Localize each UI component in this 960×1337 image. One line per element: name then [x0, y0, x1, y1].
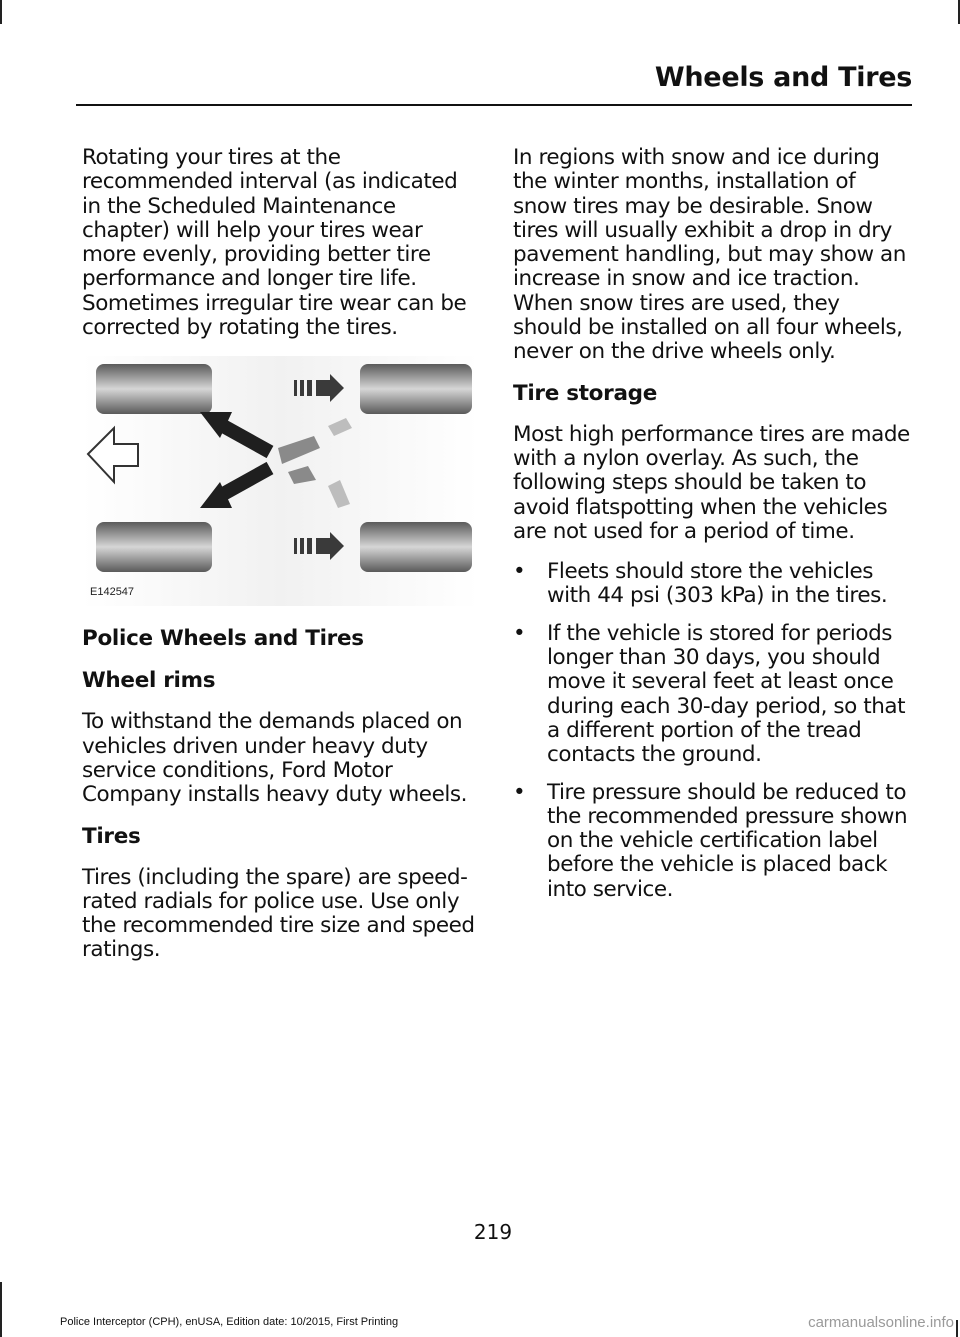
rear-right-tire [360, 522, 472, 572]
tire-storage-paragraph: Most high performance tires are made with a nylon overlay. As such, the following steps should be taken to avoid flatspotting when the vehicles are not used for a period of time. [513, 421, 910, 544]
crop-mark-bottom-left [0, 1282, 2, 1337]
figure-code: E142547 [90, 586, 135, 599]
wheel-rims-paragraph: To withstand the demands placed on vehicles driven under heavy duty service conditions, Ford Motor Company installs heavy duty wheels. [82, 709, 468, 808]
bullet-icon: • [513, 559, 526, 585]
tires-paragraph: Tires (including the spare) are speed-rated radials for police use. Use only the recommended tire size and speed ratings. [82, 864, 475, 963]
bullet-icon: • [513, 620, 526, 646]
storage-steps-list [513, 560, 913, 902]
tire-storage-heading: Tire storage [513, 380, 658, 406]
tire-rotation-diagram-icon [82, 356, 478, 606]
edition-footer: Police Interceptor (CPH), enUSA, Edition date: 10/2015, First Printing [60, 1316, 399, 1328]
snow-tires-paragraph: In regions with snow and ice during the winter months, installation of snow tires may be desirable. Snow tires will usually exhibit a drop in dry pavement handling, but may show an increase in snow and ice traction. When snow tires are used, they should be installed on all four wheels, never on the drive wheels only. [513, 145, 906, 365]
crop-mark-top-left [0, 0, 2, 24]
rear-left-tire [96, 522, 212, 572]
tire-rotation-figure [82, 356, 478, 606]
front-left-tire [96, 364, 212, 414]
wheel-rims-heading: Wheel rims [82, 668, 216, 694]
police-section-title: Police Wheels and Tires [82, 626, 364, 652]
list-item: • Tire pressure should be reduced to the recommended pressure shown on the vehicle certification label before the vehicle is placed back into service. [513, 779, 908, 902]
right-column [513, 146, 913, 915]
list-item: • Fleets should store the vehicles with 44 psi (303 kPa) in the tires. [513, 559, 888, 609]
front-right-tire [360, 364, 472, 414]
list-item: • If the vehicle is stored for periods longer than 30 days, you should move it several feet at least once during each 30-day period, so that a different portion of the tread contacts the ground. [513, 620, 906, 768]
watermark: carmanualsonline.info [808, 1314, 954, 1331]
bullet-icon: • [513, 779, 526, 805]
page-title: Wheels and Tires [654, 62, 912, 93]
rotation-intro-paragraph: Rotating your tires at the recommended interval (as indicated in the Scheduled Maintenance chapter) will help your tires wear more evenly, providing better tire performance and longer tire life. Sometimes irregular tire wear can be corrected by rotating the tires. [82, 145, 467, 341]
header-rule [76, 104, 912, 106]
crop-mark-bottom-right [956, 1320, 958, 1337]
left-column [82, 146, 478, 979]
tires-heading: Tires [82, 823, 141, 849]
page-number: 219 [473, 1220, 513, 1244]
